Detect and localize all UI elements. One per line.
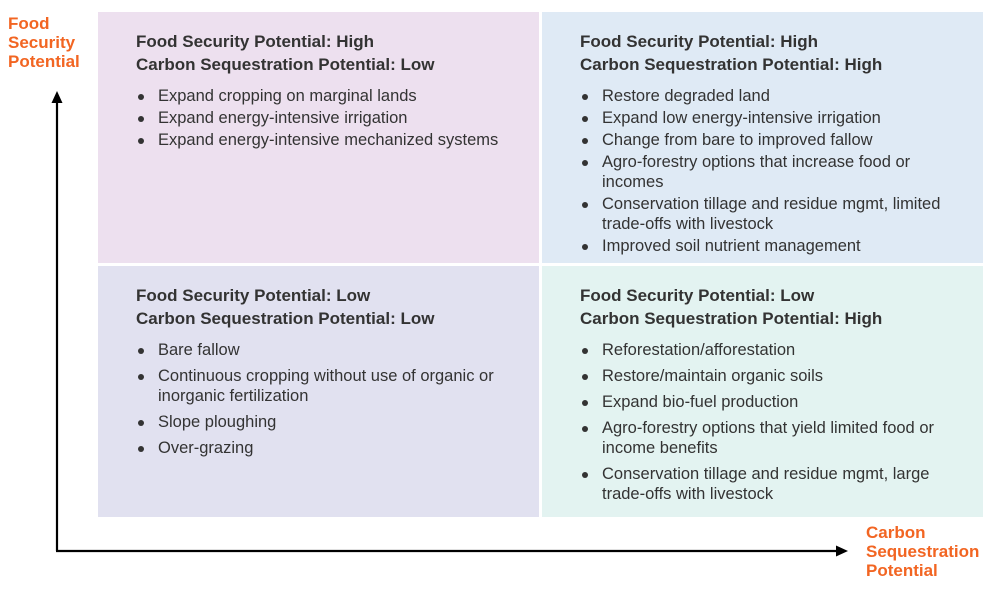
quadrant-item-list: [136, 86, 519, 150]
list-item: Expand cropping on marginal lands: [136, 86, 519, 106]
quadrant-title: [580, 30, 963, 76]
quadrant-high-food-low-carbon: [98, 12, 539, 263]
quadrant-low-food-low-carbon: [98, 266, 539, 517]
list-item: Conservation tillage and residue mgmt, large trade-offs with livestock: [580, 464, 963, 504]
list-item: Slope ploughing: [136, 412, 519, 432]
quadrant-title-line: Carbon Sequestration Potential: High: [580, 55, 883, 74]
list-item: Conservation tillage and residue mgmt, limited trade-offs with livestock: [580, 194, 963, 234]
list-item: Over-grazing: [136, 438, 519, 458]
quadrant-title-line: Carbon Sequestration Potential: High: [580, 309, 883, 328]
list-item: Continuous cropping without use of organic or inorganic fertilization: [136, 366, 519, 406]
quadrant-title-line: Carbon Sequestration Potential: Low: [136, 55, 435, 74]
quadrant-low-food-high-carbon: [542, 266, 983, 517]
y-axis-arrowhead: [52, 91, 63, 103]
quadrant-item-list: [580, 86, 963, 256]
list-item: Improved soil nutrient management: [580, 236, 963, 256]
quadrant-title-line: Food Security Potential: Low: [136, 286, 371, 305]
x-axis-label-line: Potential: [866, 561, 938, 580]
y-axis-label-line: Food: [8, 14, 50, 33]
quadrant-title: [580, 284, 963, 330]
quadrant-title: [136, 284, 519, 330]
list-item: Bare fallow: [136, 340, 519, 360]
quadrant-title: [136, 30, 519, 76]
list-item: Expand bio-fuel production: [580, 392, 963, 412]
quadrant-high-food-high-carbon: [542, 12, 983, 263]
quadrant-title-line: Carbon Sequestration Potential: Low: [136, 309, 435, 328]
list-item: Reforestation/afforestation: [580, 340, 963, 360]
list-item: Expand energy-intensive mechanized systems: [136, 130, 519, 150]
x-axis-label-line: Carbon: [866, 523, 926, 542]
y-axis-label-line: Potential: [8, 52, 80, 71]
list-item: Expand low energy-intensive irrigation: [580, 108, 963, 128]
quadrant-item-list: [136, 340, 519, 458]
quadrant-title-line: Food Security Potential: Low: [580, 286, 815, 305]
list-item: Agro-forestry options that yield limited food or income benefits: [580, 418, 963, 458]
quadrant-grid: [98, 12, 983, 517]
x-axis-label-line: Sequestration: [866, 542, 980, 561]
quadrant-title-line: Food Security Potential: High: [580, 32, 819, 51]
quadrant-title-line: Food Security Potential: High: [136, 32, 375, 51]
list-item: Restore/maintain organic soils: [580, 366, 963, 386]
list-item: Expand energy-intensive irrigation: [136, 108, 519, 128]
quadrant-item-list: [580, 340, 963, 504]
y-axis-label-line: Security: [8, 33, 76, 52]
list-item: Agro-forestry options that increase food or incomes: [580, 152, 963, 192]
list-item: Change from bare to improved fallow: [580, 130, 963, 150]
x-axis-arrowhead: [836, 546, 848, 557]
list-item: Restore degraded land: [580, 86, 963, 106]
